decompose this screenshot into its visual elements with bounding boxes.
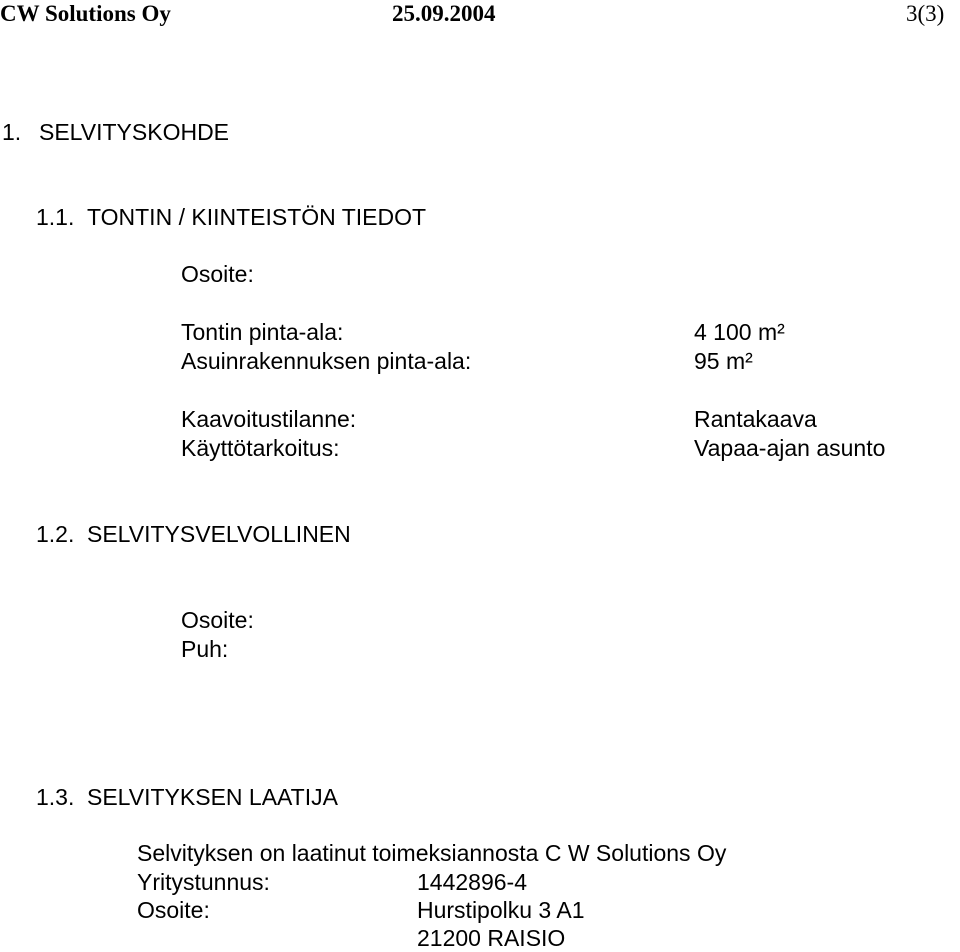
section-1-title: SELVITYSKOHDE (39, 119, 230, 145)
section-1-1-number: 1.1. (36, 204, 75, 230)
author-address-label: Osoite: (137, 897, 210, 923)
obligor-address-label: Osoite: (181, 607, 254, 633)
property-address-label: Osoite: (181, 261, 254, 287)
section-1-3-title: SELVITYKSEN LAATIJA (87, 784, 338, 810)
section-1-2-title: SELVITYSVELVOLLINEN (87, 521, 351, 547)
business-id-value: 1442896-4 (417, 869, 527, 895)
obligor-phone-label: Puh: (181, 636, 229, 662)
business-id-label: Yritystunnus: (137, 869, 270, 895)
header-date: 25.09.2004 (392, 1, 496, 26)
section-1-3-number: 1.3. (36, 784, 75, 810)
zoning-status-label: Kaavoitustilanne: (181, 406, 357, 432)
author-intro: Selvityksen on laatinut toimeksiannosta C W Solutions Oy (137, 840, 727, 866)
section-1-1-title: TONTIN / KIINTEISTÖN TIEDOT (87, 204, 427, 230)
building-area-label: Asuinrakennuksen pinta-ala: (181, 348, 472, 374)
header-company: CW Solutions Oy (0, 1, 171, 26)
plot-area-value: 4 100 m² (694, 319, 785, 345)
author-postal-address: 21200 RAISIO (417, 925, 566, 951)
section-1-2-number: 1.2. (36, 521, 75, 547)
building-area-value: 95 m² (694, 348, 753, 374)
plot-area-label: Tontin pinta-ala: (181, 319, 344, 345)
section-1-number: 1. (2, 119, 22, 145)
zoning-status-value: Rantakaava (694, 406, 817, 432)
author-street-address: Hurstipolku 3 A1 (417, 897, 585, 923)
header-page-number: 3(3) (906, 1, 945, 26)
intended-use-label: Käyttötarkoitus: (181, 435, 340, 461)
intended-use-value: Vapaa-ajan asunto (694, 435, 886, 461)
